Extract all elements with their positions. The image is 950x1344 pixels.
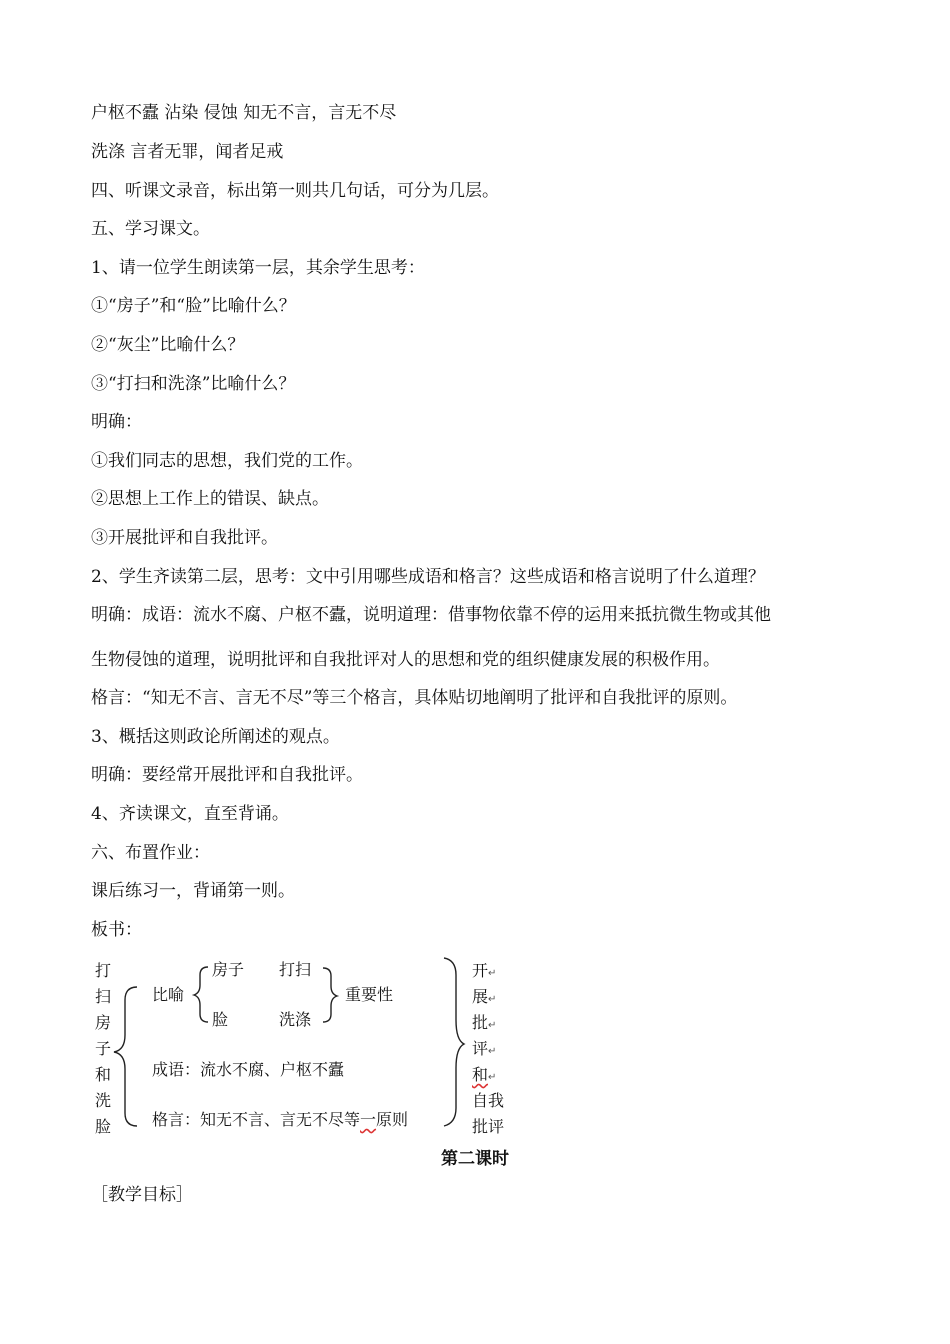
line-14: 明确：成语：流水不腐、户枢不蠹，说明道理：借事物依靠不停的运用来抵抗微生物或其他 <box>91 605 771 625</box>
board-dasao: 打扫 <box>279 960 312 979</box>
left-col-char: 扫 <box>94 987 111 1006</box>
right-col-item: 评↵ <box>472 1039 497 1058</box>
board-right-column <box>472 960 504 1142</box>
line-15: 生物侵蚀的道理，说明批评和自我批评对人的思想和党的组织健康发展的积极作用。 <box>91 650 720 670</box>
left-col-char: 脸 <box>94 1117 111 1136</box>
line-10: ①我们同志的思想，我们党的工作。 <box>91 451 363 471</box>
line-16: 格言：“知无不言、言无不尽”等三个格言，具体贴切地阐明了批评和自我批评的原则。 <box>91 688 738 708</box>
line-17: 3、概括这则政论所阐述的观点。 <box>91 727 340 747</box>
board-geyan <box>152 1110 408 1130</box>
left-col-char: 子 <box>94 1039 111 1058</box>
right-col-item: 自我 <box>472 1091 505 1110</box>
right-col-item: 开↵ <box>472 961 497 980</box>
left-col-char: 和 <box>94 1065 111 1084</box>
left-col-char: 打 <box>94 961 111 980</box>
return-icon: ↵ <box>488 1072 497 1083</box>
line-5: 1、请一位学生朗读第一层，其余学生思考： <box>91 258 425 278</box>
line-18: 明确：要经常开展批评和自我批评。 <box>91 765 363 785</box>
return-icon: ↵ <box>488 1020 497 1031</box>
line-19: 4、齐读课文，直至背诵。 <box>91 804 289 824</box>
biyu-brace <box>194 967 208 1022</box>
section-title: ［教学目标］ <box>91 1185 193 1205</box>
left-col-char: 洗 <box>94 1091 111 1110</box>
line-13: 2、学生齐读第二层，思考：文中引用哪些成语和格言？这些成语和格言说明了什么道理？ <box>91 567 765 587</box>
board-left-column <box>93 960 113 1142</box>
zhongyao-brace <box>323 968 337 1022</box>
board-fangzi: 房子 <box>212 960 245 979</box>
geyan-text: 格言：知无不言、言无不尽等 <box>152 1110 361 1129</box>
line-4: 五、学习课文。 <box>91 219 210 239</box>
board-biyu: 比喻 <box>152 985 185 1004</box>
line-3: 四、听课文录音，标出第一则共几句话，可分为几层。 <box>91 181 499 201</box>
right-col-item: 批评 <box>472 1117 505 1136</box>
left-big-brace <box>114 987 137 1126</box>
line-2: 洗涤 言者无罪，闻者足戒 <box>91 142 284 162</box>
line-12: ③开展批评和自我批评。 <box>91 528 278 548</box>
line-6: ①“房子”和“脸”比喻什么？ <box>91 296 296 316</box>
board-chengyu: 成语：流水不腐、户枢不蠹 <box>152 1060 345 1079</box>
right-col-item: 展↵ <box>472 987 497 1006</box>
board-lian: 脸 <box>212 1010 229 1029</box>
geyan-end: 原则 <box>376 1110 409 1129</box>
board-xidi: 洗涤 <box>279 1010 312 1029</box>
left-col-char: 房 <box>94 1013 111 1032</box>
return-icon: ↵ <box>488 994 497 1005</box>
line-9: 明确： <box>91 412 142 432</box>
line-22: 板书： <box>91 920 142 940</box>
line-11: ②思想上工作上的错误、缺点。 <box>91 489 329 509</box>
return-icon: ↵ <box>488 1046 497 1057</box>
right-big-brace <box>444 958 464 1126</box>
line-21: 课后练习一，背诵第一则。 <box>91 881 295 901</box>
board-zhongyao: 重要性 <box>345 985 394 1004</box>
right-col-item: 批↵ <box>472 1013 497 1032</box>
return-icon: ↵ <box>488 968 497 979</box>
lesson-heading: 第二课时 <box>441 1149 509 1169</box>
line-20: 六、布置作业： <box>91 843 210 863</box>
geyan-wavy: 一 <box>360 1110 377 1129</box>
right-col-item: 和↵ <box>472 1065 497 1084</box>
line-7: ②“灰尘”比喻什么？ <box>91 335 245 355</box>
line-8: ③“打扫和洗涤”比喻什么？ <box>91 374 296 394</box>
line-1: 户枢不蠹 沾染 侵蚀 知无不言，言无不尽 <box>91 103 397 123</box>
